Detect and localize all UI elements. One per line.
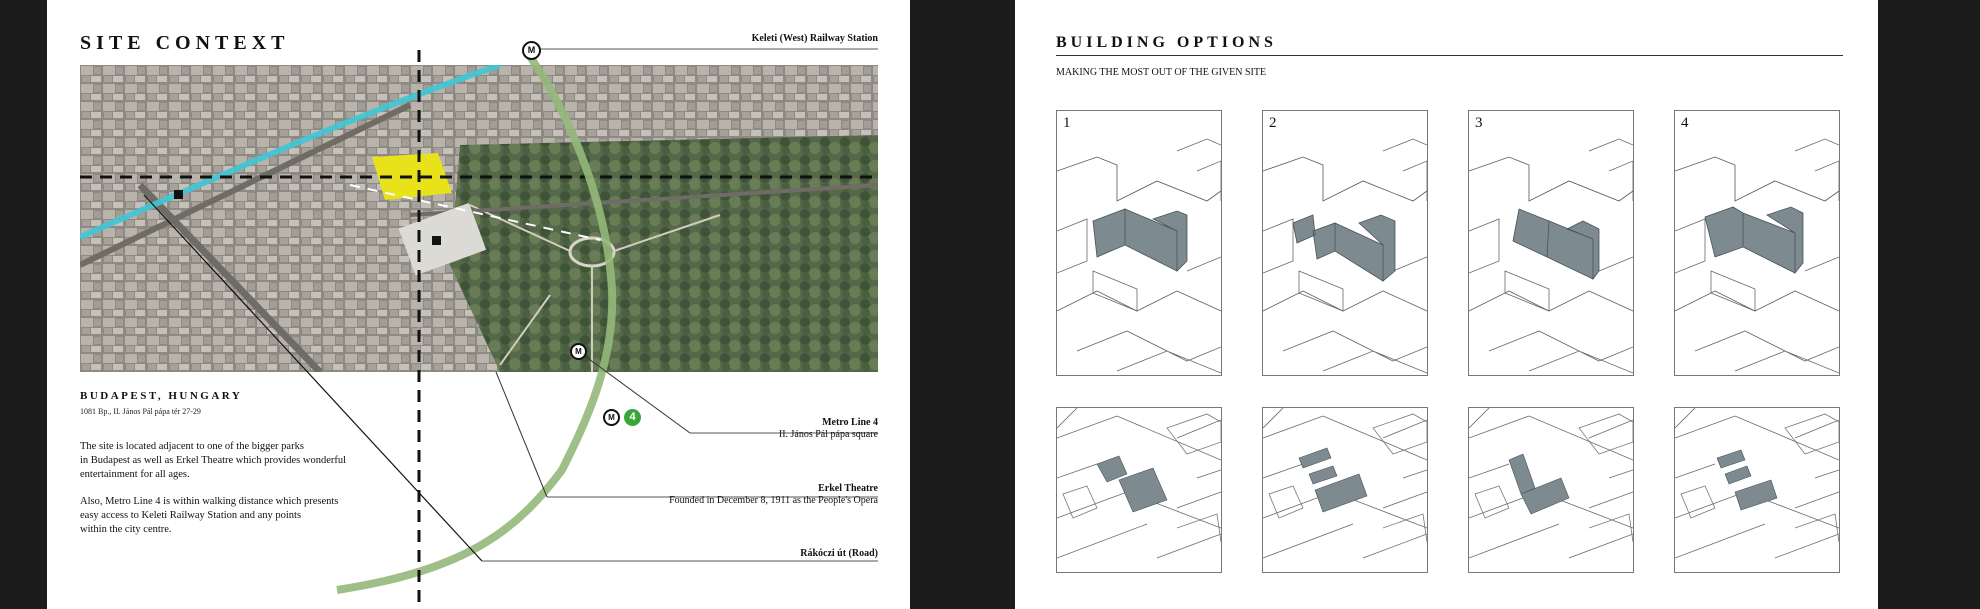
page-subtitle: MAKING THE MOST OUT OF THE GIVEN SITE <box>1056 67 1267 78</box>
option-3-axonometric <box>1468 110 1634 376</box>
option-1-plan <box>1056 407 1222 573</box>
road-label: Rákóczi út (Road) <box>800 548 878 559</box>
location-title: BUDAPEST, HUNGARY <box>80 390 243 402</box>
theatre-label <box>669 483 878 507</box>
metro-icon-north: M <box>522 41 541 60</box>
metro-line4-badge <box>603 408 641 425</box>
option-2-axonometric <box>1262 110 1428 376</box>
option-1-axonometric <box>1056 110 1222 376</box>
plan-diagram <box>1675 408 1839 572</box>
option-4-axonometric <box>1674 110 1840 376</box>
page-title: BUILDING OPTIONS <box>1056 34 1277 51</box>
metro-label <box>779 417 878 441</box>
metro-name: Metro Line 4 <box>822 417 878 428</box>
metro-icon: M <box>603 409 620 426</box>
title-rule <box>1056 55 1843 56</box>
massing-diagram <box>1263 111 1427 375</box>
address: 1081 Bp., II. János Pál pápa tér 27-29 <box>80 407 201 416</box>
option-2-plan <box>1262 407 1428 573</box>
option-3-plan <box>1468 407 1634 573</box>
option-4-plan <box>1674 407 1840 573</box>
massing-diagram <box>1469 111 1633 375</box>
site-context-page <box>47 0 910 609</box>
page-title: SITE CONTEXT <box>80 32 290 54</box>
plan-diagram <box>1057 408 1221 572</box>
description-paragraph-1: The site is located adjacent to one of the bigger parks in Budapest as well as Erkel Theatre which provides wonderful entertainment for all ages. <box>80 441 347 480</box>
option-number: 3 <box>1475 115 1483 131</box>
line-number-badge: 4 <box>624 409 641 426</box>
option-number: 4 <box>1681 115 1689 131</box>
theatre-name: Erkel Theatre <box>818 483 878 494</box>
station-label: Keleti (West) Railway Station <box>751 33 878 44</box>
building-options-page <box>1015 0 1878 609</box>
plan-diagram <box>1263 408 1427 572</box>
description-paragraph-2: Also, Metro Line 4 is within walking distance which presents easy access to Keleti Railway Station and any points within the city centre. <box>80 496 339 535</box>
option-number: 2 <box>1269 115 1277 131</box>
massing-diagram <box>1057 111 1221 375</box>
plan-diagram <box>1469 408 1633 572</box>
metro-detail: II. János Pál pápa square <box>778 429 878 440</box>
option-number: 1 <box>1063 115 1071 131</box>
theatre-detail: Founded in December 8, 1911 as the People's Opera <box>669 495 878 506</box>
massing-diagram <box>1675 111 1839 375</box>
metro-icon-park: M <box>570 343 587 360</box>
